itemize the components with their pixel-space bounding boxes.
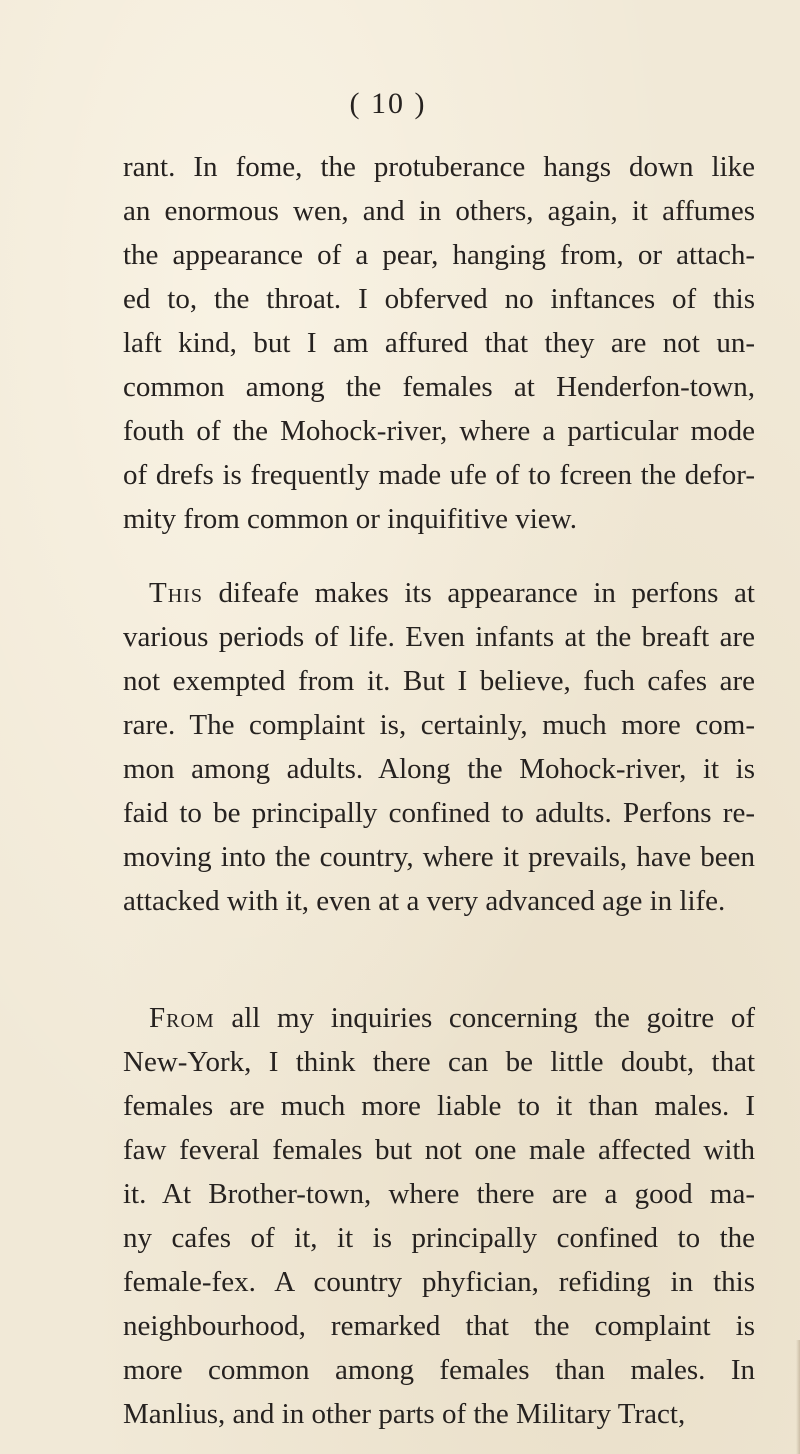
text-line: of drefs is frequently made ufe of to fcreen the defor- bbox=[123, 459, 755, 491]
text-line: it. At Brother-town, where there are a good ma- bbox=[123, 1178, 755, 1210]
text-line: various periods of life. Even infants at the breaft are bbox=[123, 621, 755, 653]
page-edge-shadow bbox=[796, 1340, 800, 1454]
text-line: attacked with it, even at a very advanced age in life. bbox=[123, 885, 726, 917]
text-line: ed to, the throat. I obferved no inftances of this bbox=[123, 283, 755, 315]
text-line: faw feveral females but not one male affected with bbox=[123, 1134, 755, 1166]
text-line: the appearance of a pear, hanging from, or attach- bbox=[123, 239, 755, 271]
text-line-first bbox=[123, 996, 755, 1040]
text-line: New-York, I think there can be little doubt, that bbox=[123, 1046, 755, 1078]
text-line: rare. The complaint is, certainly, much more com- bbox=[123, 709, 755, 741]
paragraph-2 bbox=[123, 571, 755, 923]
text-line-rest: all my inquiries concerning the goitre of bbox=[214, 1002, 755, 1034]
text-line: rant. In fome, the protuberance hangs down like bbox=[123, 151, 755, 183]
text-line: Manlius, and in other parts of the Military Tract, bbox=[123, 1398, 686, 1430]
paragraph-3 bbox=[123, 996, 755, 1436]
text-line: mon among adults. Along the Mohock-river, it is bbox=[123, 753, 755, 785]
text-line: neighbourhood, remarked that the complaint is bbox=[123, 1310, 755, 1342]
text-line: not exempted from it. But I believe, fuch cafes are bbox=[123, 665, 755, 697]
page-number: ( 10 ) bbox=[349, 87, 427, 120]
text-line: laft kind, but I am affured that they are not un- bbox=[123, 327, 755, 359]
text-line: females are much more liable to it than males. I bbox=[123, 1090, 755, 1122]
text-line: ny cafes of it, it is principally confined to the bbox=[123, 1222, 755, 1254]
text-line: more common among females than males. In bbox=[123, 1354, 755, 1386]
text-line: fouth of the Mohock-river, where a particular mode bbox=[123, 415, 755, 447]
text-line: common among the females at Henderfon-town, bbox=[123, 371, 755, 403]
text-line: moving into the country, where it prevails, have been bbox=[123, 841, 755, 873]
text-line: faid to be principally confined to adults. Perfons re- bbox=[123, 797, 755, 829]
text-line: female-fex. A country phyfician, refiding in this bbox=[123, 1266, 755, 1298]
paragraph-lead-word: This bbox=[149, 577, 203, 609]
text-line-rest: difeafe makes its appearance in perfons at bbox=[202, 577, 755, 609]
text-line: mity from common or inquifitive view. bbox=[123, 503, 577, 535]
paragraph-1 bbox=[123, 145, 755, 541]
text-line: an enormous wen, and in others, again, it affumes bbox=[123, 195, 755, 227]
text-line-first bbox=[123, 571, 755, 615]
paragraph-lead-word: From bbox=[149, 1002, 215, 1034]
